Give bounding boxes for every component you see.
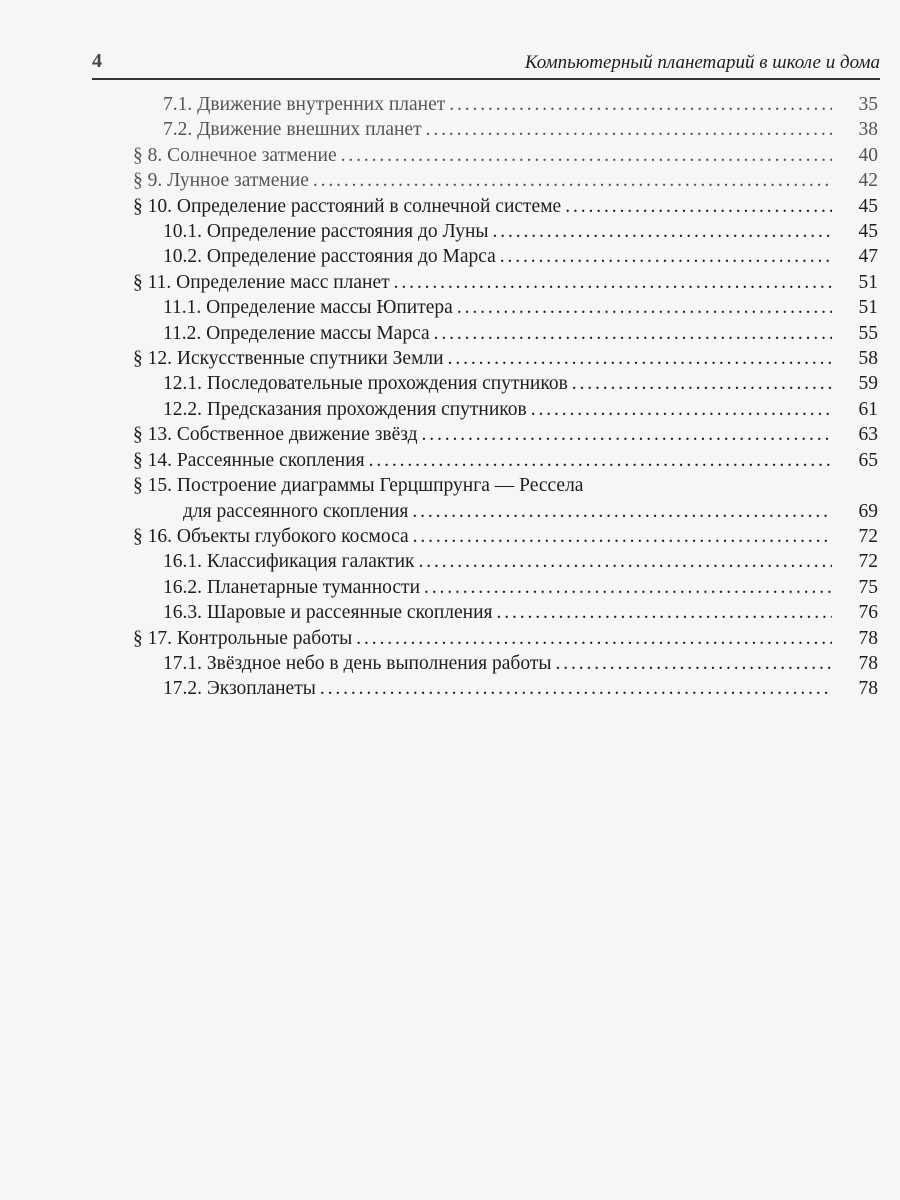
- toc-page: 58: [858, 348, 878, 370]
- toc-title: [163, 321, 430, 346]
- toc-number: 12.1.: [163, 373, 202, 395]
- toc-number: § 10.: [133, 195, 172, 217]
- toc-entry: [133, 346, 878, 371]
- book-title: Компьютерный планетарий в школе и дома: [524, 52, 880, 73]
- toc-number: 17.1.: [163, 652, 202, 674]
- toc-entry: [133, 143, 878, 168]
- toc-number: § 12.: [133, 348, 172, 370]
- toc-title: [163, 219, 489, 244]
- toc-title-text: Звёздное небо в день выполнения работы: [206, 652, 552, 674]
- toc-entry: [133, 448, 878, 473]
- leader-dots: [565, 194, 832, 219]
- toc-entry: [133, 321, 878, 346]
- toc-title: [133, 473, 878, 498]
- toc-title-text: Предсказания прохождения спутников: [206, 398, 527, 420]
- leader-dots: [412, 499, 832, 524]
- toc-page: 69: [858, 500, 878, 522]
- toc-title-text: Построение диаграммы Герцшпрунга — Рессела: [176, 475, 584, 497]
- toc-title: [163, 600, 492, 625]
- toc-page: 51: [858, 297, 878, 319]
- toc-title-text: Последовательные прохождения спутников: [206, 373, 568, 395]
- toc-number: 11.1.: [163, 297, 202, 319]
- toc-title: [133, 143, 337, 168]
- toc-page: 59: [858, 373, 878, 395]
- toc-entry: [133, 524, 878, 549]
- toc-number: § 13.: [133, 424, 172, 446]
- toc-page: 78: [858, 652, 878, 674]
- toc-number: 7.2.: [163, 119, 193, 141]
- toc-title: [163, 549, 415, 574]
- toc-title-text: Определение массы Юпитера: [206, 297, 453, 319]
- toc-title: [163, 371, 568, 396]
- leader-dots: [434, 321, 832, 346]
- toc-title: [133, 448, 365, 473]
- toc-number: § 15.: [133, 475, 172, 497]
- toc-title-text: Планетарные туманности: [206, 576, 421, 598]
- table-of-contents: [133, 92, 878, 702]
- toc-entry: [133, 168, 878, 193]
- toc-entry: [133, 295, 878, 320]
- toc-number: § 8.: [133, 144, 163, 166]
- toc-title-block: [133, 473, 878, 524]
- toc-number: § 17.: [133, 627, 172, 649]
- leader-dots: [356, 626, 832, 651]
- toc-entry: [133, 244, 878, 269]
- toc-entry: [133, 422, 878, 447]
- toc-page: 42: [858, 170, 878, 192]
- toc-title-text: Определение расстояния до Луны: [206, 221, 489, 243]
- toc-title-text: Объекты глубокого космоса: [176, 525, 409, 547]
- toc-title: [133, 270, 390, 295]
- toc-title: [163, 575, 420, 600]
- toc-number: 11.2.: [163, 322, 202, 344]
- toc-entry: [133, 473, 878, 524]
- toc-title-text: Классификация галактик: [206, 551, 415, 573]
- toc-page: 38: [858, 119, 878, 141]
- toc-title: [163, 295, 453, 320]
- toc-page: 78: [858, 678, 878, 700]
- toc-title-text: Определение расстояния до Марса: [206, 246, 496, 268]
- toc-number: 16.3.: [163, 602, 202, 624]
- leader-dots: [449, 92, 832, 117]
- leader-dots: [424, 575, 832, 600]
- toc-page: 45: [858, 195, 878, 217]
- toc-page: 72: [858, 551, 878, 573]
- leader-dots: [369, 448, 832, 473]
- toc-title: [133, 524, 409, 549]
- toc-page: 45: [858, 221, 878, 243]
- toc-entry: [133, 194, 878, 219]
- toc-entry: [133, 575, 878, 600]
- toc-title: [163, 676, 316, 701]
- toc-page: 78: [858, 627, 878, 649]
- toc-entry: [133, 117, 878, 142]
- toc-number: § 11.: [133, 271, 172, 293]
- toc-number: § 16.: [133, 525, 172, 547]
- leader-dots: [572, 371, 832, 396]
- toc-page: 75: [858, 576, 878, 598]
- toc-page: 63: [858, 424, 878, 446]
- toc-page: 65: [858, 449, 878, 471]
- toc-title-continuation: для рассеянного скопления: [183, 500, 409, 522]
- toc-page: 40: [858, 144, 878, 166]
- leader-dots: [320, 676, 832, 701]
- toc-title-text: Солнечное затмение: [167, 144, 337, 166]
- toc-number: § 14.: [133, 449, 172, 471]
- toc-title: [133, 346, 444, 371]
- toc-number: 10.1.: [163, 221, 202, 243]
- toc-entry: [133, 651, 878, 676]
- leader-dots: [313, 168, 832, 193]
- leader-dots: [419, 549, 833, 574]
- toc-entry: [133, 371, 878, 396]
- toc-title: [163, 651, 551, 676]
- toc-title: [163, 397, 527, 422]
- toc-entry: [133, 549, 878, 574]
- toc-entry: [133, 270, 878, 295]
- leader-dots: [341, 143, 832, 168]
- toc-number: 10.2.: [163, 246, 202, 268]
- toc-number: 7.1.: [163, 94, 193, 115]
- leader-dots: [493, 219, 832, 244]
- toc-number: § 9.: [133, 170, 163, 192]
- running-header: [92, 50, 880, 80]
- leader-dots: [496, 600, 832, 625]
- toc-entry: [133, 397, 878, 422]
- leader-dots: [426, 117, 832, 142]
- leader-dots: [531, 397, 832, 422]
- toc-title-text: Рассеянные скопления: [176, 449, 365, 471]
- toc-title-text: Движение внутренних планет: [197, 94, 446, 115]
- toc-title-text: Определение масс планет: [176, 271, 390, 293]
- toc-title-text: Экзопланеты: [206, 678, 316, 700]
- toc-entry: [133, 600, 878, 625]
- page-number: 4: [92, 50, 102, 72]
- toc-page: 55: [858, 322, 878, 344]
- toc-number: 12.2.: [163, 398, 202, 420]
- toc-title: [133, 422, 418, 447]
- toc-number: 17.2.: [163, 678, 202, 700]
- toc-page: 76: [858, 602, 878, 624]
- toc-title: [163, 92, 445, 117]
- toc-entry: [133, 219, 878, 244]
- toc-page: 35: [858, 94, 878, 115]
- toc-title-text: Определение массы Марса: [206, 322, 430, 344]
- toc-title-text: Определение расстояний в солнечной системе: [176, 195, 562, 217]
- toc-number: 16.1.: [163, 551, 202, 573]
- toc-title-text: Движение внешних планет: [197, 119, 422, 141]
- toc-page: 61: [858, 398, 878, 420]
- toc-title: [133, 626, 352, 651]
- leader-dots: [422, 422, 832, 447]
- leader-dots: [555, 651, 832, 676]
- toc-page: 51: [858, 271, 878, 293]
- leader-dots: [457, 295, 832, 320]
- leader-dots: [448, 346, 832, 371]
- toc-number: 16.2.: [163, 576, 202, 598]
- leader-dots: [413, 524, 832, 549]
- toc-title-text: Искусственные спутники Земли: [176, 348, 444, 370]
- leader-dots: [394, 270, 832, 295]
- toc-title-text: Лунное затмение: [167, 170, 309, 192]
- toc-title-text: Собственное движение звёзд: [176, 424, 418, 446]
- toc-title: [163, 117, 422, 142]
- toc-title: [163, 244, 496, 269]
- toc-entry: [133, 676, 878, 701]
- toc-page: 72: [858, 525, 878, 547]
- toc-page: 47: [858, 246, 878, 268]
- toc-title: [133, 168, 309, 193]
- toc-title: [133, 194, 561, 219]
- toc-entry: [133, 626, 878, 651]
- toc-title-text: Контрольные работы: [176, 627, 353, 649]
- leader-dots: [500, 244, 832, 269]
- toc-entry: [133, 92, 878, 117]
- toc-title-text: Шаровые и рассеянные скопления: [206, 602, 493, 624]
